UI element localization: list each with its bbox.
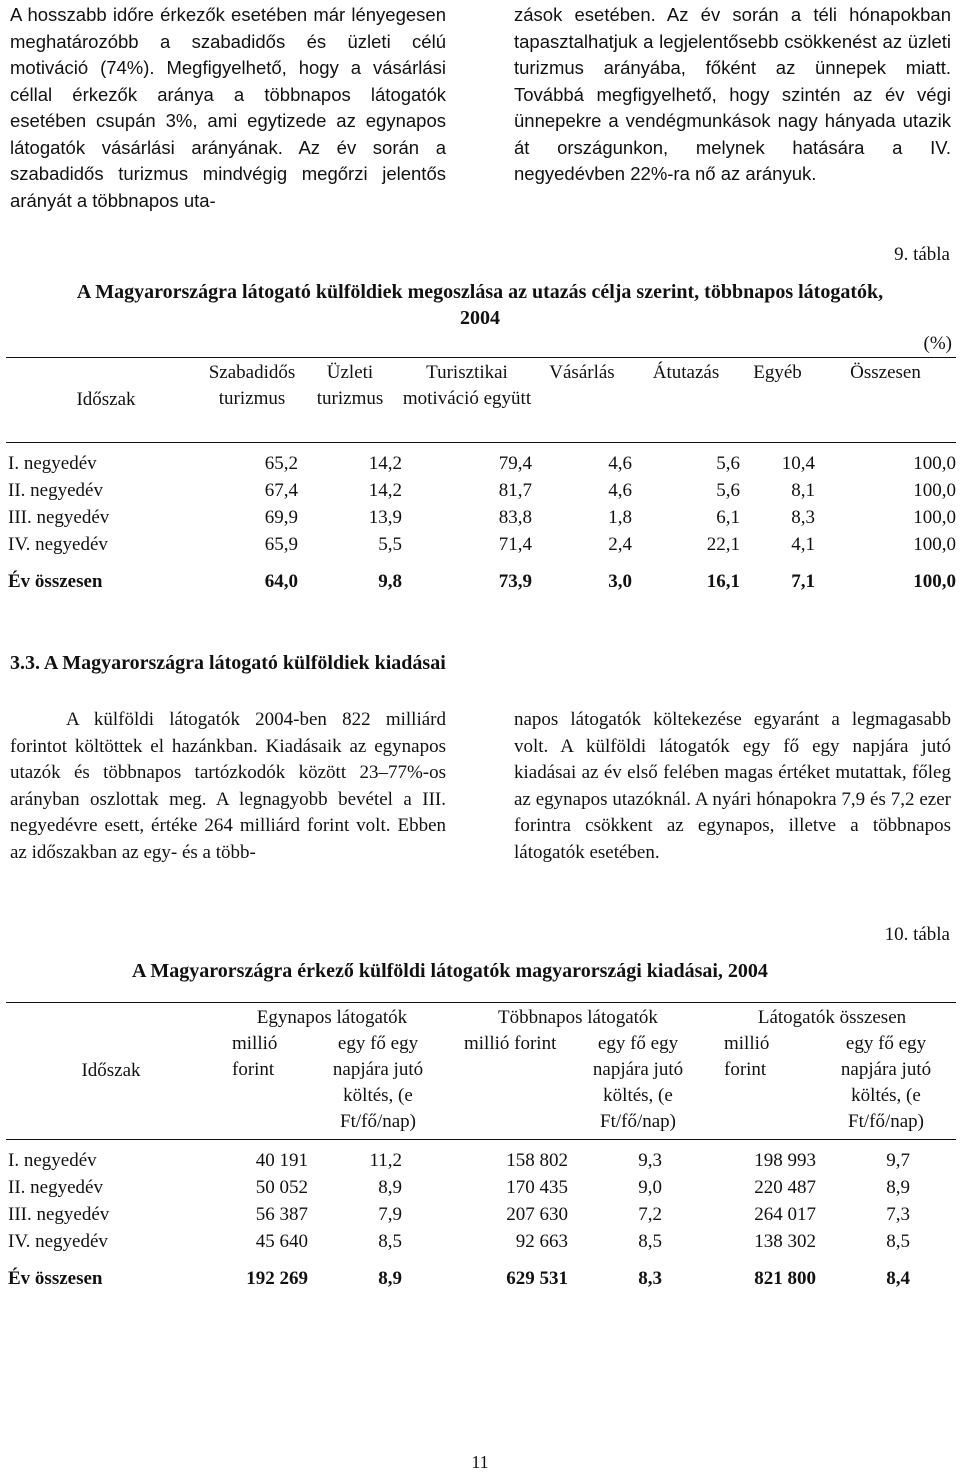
- top-text-left-column: [10, 2, 446, 214]
- table9-header-tourist-motivation: Turisztikai motiváció együtt: [402, 362, 532, 409]
- table9-header-leisure: Szabadidős turizmus: [208, 362, 296, 409]
- table10-period-cell: IV. negyedév: [8, 1231, 108, 1252]
- table9-value-cell: 5,5: [378, 534, 402, 555]
- table10-value-cell: 9,7: [886, 1150, 910, 1171]
- table9-row: [6, 505, 956, 532]
- table9-header-shopping: Vásárlás: [549, 362, 615, 383]
- table9-value-cell: 1,8: [608, 507, 632, 528]
- table9-value-cell: 4,1: [791, 534, 815, 555]
- table9-value-cell: 83,8: [498, 507, 532, 528]
- table9-value-cell: 65,2: [264, 453, 298, 474]
- table9-value-cell: 73,9: [498, 571, 532, 592]
- table10-value-cell: 45 640: [255, 1231, 308, 1252]
- table10-value-cell: 7,9: [378, 1204, 402, 1225]
- table9-value-cell: 10,4: [781, 453, 815, 474]
- table9-row: [6, 451, 956, 478]
- table9-period-cell: Év összesen: [8, 571, 103, 592]
- table9-period-cell: IV. negyedév: [8, 534, 108, 555]
- table10-value-cell: 7,3: [886, 1204, 910, 1225]
- mid-text-left: A külföldi látogatók 2004-ben 822 milliárd forintot költöttek el hazánkban. Kiadásaik az egynapos utazók és többnapos tartózkodók között 23–77%-os arányban oszlottak meg. A legnagyobb bevétel a III. negyedévre esett, értéke 264 milliárd forint volt. Ebben az időszakban az egy- és a több-: [10, 709, 446, 863]
- table9-row: [6, 478, 956, 505]
- table10-value-cell: 7,2: [638, 1204, 662, 1225]
- table9-header-total: Összesen: [850, 362, 921, 383]
- table10-value-cell: 138 302: [754, 1231, 816, 1252]
- table9-period-cell: II. negyedév: [8, 480, 103, 501]
- table9-value-cell: 3,0: [608, 571, 632, 592]
- table9-period-cell: I. negyedév: [8, 453, 97, 474]
- table10-sub-million: millió forint: [724, 1033, 770, 1080]
- table10-group-multiday: Többnapos látogatók: [498, 1007, 658, 1028]
- table9-label: 9. tábla: [894, 244, 950, 265]
- table10-value-cell: 11,2: [369, 1150, 402, 1171]
- table10-sub-million: millió forint: [464, 1033, 557, 1054]
- table10-value-cell: 8,5: [378, 1231, 402, 1252]
- table10-value-cell: 158 802: [506, 1150, 568, 1171]
- table10-value-cell: 220 487: [754, 1177, 816, 1198]
- table10-period-cell: III. negyedév: [8, 1204, 110, 1225]
- table10-value-cell: 207 630: [506, 1204, 568, 1225]
- table9-header-transit: Átutazás: [652, 362, 720, 383]
- table9-value-cell: 14,2: [368, 480, 402, 501]
- table10-value-cell: 8,9: [886, 1177, 910, 1198]
- mid-text-right: napos látogatók költekezése egyaránt a legmagasabb volt. A külföldi látogatók egy fő egy napjára jutó kiadásai az év első felében magas értéket mutattak, főleg az egynapos utazóknál. A nyári hónapokra 7,9 és 7,2 ezer forintra csökkent az egynapos, illetve a többnapos látogatók esetében.: [514, 709, 951, 863]
- table10-value-cell: 821 800: [754, 1268, 816, 1289]
- section-title: 3.3. A Magyarországra látogató külföldiek kiadásai: [10, 652, 446, 674]
- table10-group-oneday: Egynapos látogatók: [256, 1007, 408, 1028]
- table9-value-cell: 100,0: [913, 571, 956, 592]
- table10-row: [6, 1229, 956, 1256]
- table9-value-cell: 5,6: [716, 480, 740, 501]
- table10-value-cell: 40 191: [255, 1150, 308, 1171]
- table9-header-period: Időszak: [76, 389, 136, 410]
- table9-value-cell: 8,1: [791, 480, 815, 501]
- table9-value-cell: 81,7: [498, 480, 532, 501]
- table9-value-cell: 13,9: [368, 507, 402, 528]
- table10-total-row: [6, 1266, 956, 1293]
- table9-value-cell: 71,4: [498, 534, 532, 555]
- mid-text-left-column: [10, 707, 446, 866]
- table10-value-cell: 198 993: [754, 1150, 816, 1171]
- table10-period-cell: II. negyedév: [8, 1177, 103, 1198]
- table9-value-cell: 8,3: [791, 507, 815, 528]
- table9-value-cell: 4,6: [608, 480, 632, 501]
- table10-row: [6, 1202, 956, 1229]
- table9-period-cell: III. negyedév: [8, 507, 110, 528]
- table10-spacer: [6, 1140, 956, 1148]
- table9-value-cell: 100,0: [913, 480, 956, 501]
- table9-value-cell: 5,6: [716, 453, 740, 474]
- table10-period-cell: I. negyedév: [8, 1150, 97, 1171]
- table10-value-cell: 8,5: [638, 1231, 662, 1252]
- table9-header-business: Üzleti turizmus: [316, 362, 384, 409]
- table9-header-other: Egyéb: [753, 362, 802, 383]
- table10-header-period: Időszak: [6, 1003, 216, 1140]
- table9-value-cell: 65,9: [264, 534, 298, 555]
- table9-value-cell: 100,0: [913, 453, 956, 474]
- table9-spacer: [6, 443, 956, 451]
- table9-total-row: [6, 569, 956, 596]
- table10-sub-million: millió forint: [232, 1033, 278, 1080]
- table10-sub-perday: egy fő egy napjára jutó költés, (e Ft/fő/nap): [840, 1033, 932, 1132]
- table10-value-cell: 192 269: [246, 1268, 308, 1289]
- table10: [6, 1002, 956, 1293]
- table9-value-cell: 69,9: [264, 507, 298, 528]
- table10-row: [6, 1175, 956, 1202]
- page-number: 11: [471, 1452, 489, 1472]
- table10-value-cell: 629 531: [506, 1268, 568, 1289]
- table10-row: [6, 1148, 956, 1175]
- table10-sub-perday: egy fő egy napjára jutó költés, (e Ft/fő/nap): [332, 1033, 424, 1132]
- table10-value-cell: 8,9: [378, 1268, 402, 1289]
- table10-sub-perday: egy fő egy napjára jutó költés, (e Ft/fő/nap): [592, 1033, 684, 1132]
- table10-value-cell: 50 052: [255, 1177, 308, 1198]
- table10-value-cell: 9,3: [638, 1150, 662, 1171]
- table9-value-cell: 14,2: [368, 453, 402, 474]
- table10-label: 10. tábla: [884, 924, 950, 945]
- table10-spacer: [6, 1256, 956, 1266]
- table10-value-cell: 8,3: [638, 1268, 662, 1289]
- table10-group-row: [6, 1003, 956, 1032]
- table9-value-cell: 7,1: [791, 571, 815, 592]
- table10-value-cell: 92 663: [515, 1231, 568, 1252]
- table9-value-cell: 64,0: [264, 571, 298, 592]
- top-text-right: zások esetében. Az év során a téli hónapokban tapasztalhatjuk a legjelentősebb csökkenést az üzleti turizmus arányába, főként az ünnepek miatt. Továbbá megfigyelhető, hogy szintén az év végi ünnepekre a vendégmunkások nagy hányada utazik át országunkon, melynek hatására a IV. negyedévben 22%-ra nő az arányuk.: [514, 4, 951, 184]
- table9-value-cell: 9,8: [378, 571, 402, 592]
- table9-value-cell: 4,6: [608, 453, 632, 474]
- table10-value-cell: 56 387: [255, 1204, 308, 1225]
- table9: [6, 357, 956, 596]
- table9-value-cell: 100,0: [913, 534, 956, 555]
- table9-value-cell: 16,1: [706, 571, 740, 592]
- table10-value-cell: 8,9: [378, 1177, 402, 1198]
- table10-period-cell: Év összesen: [8, 1268, 103, 1289]
- table9-spacer: [6, 559, 956, 569]
- table9-title: A Magyarországra látogató külföldiek megoszlása az utazás célja szerint, többnapos látogatók, 2004: [76, 281, 884, 329]
- table10-value-cell: 9,0: [638, 1177, 662, 1198]
- table9-value-cell: 100,0: [913, 507, 956, 528]
- top-text-left: A hosszabb időre érkezők esetében már lényegesen meghatározóbb a szabadidős és üzleti célú motiváció (74%). Megfigyelhető, hogy a vásárlási céllal érkezők aránya a többnapos látogatók esetében csupán 3%, ami egytizede az egynapos látogatók vásárlási arányának. Az év során a szabadidős turizmus mindvégig megőrzi jelentős arányát a többnapos uta-: [10, 4, 446, 211]
- table9-row: [6, 532, 956, 559]
- table9-value-cell: 2,4: [608, 534, 632, 555]
- table9-unit: (%): [923, 333, 952, 354]
- table10-value-cell: 8,5: [886, 1231, 910, 1252]
- table10-group-total: Látogatók összesen: [757, 1007, 907, 1028]
- table9-value-cell: 6,1: [716, 507, 740, 528]
- table9-value-cell: 79,4: [498, 453, 532, 474]
- table10-title: A Magyarországra érkező külföldi látogatók magyarországi kiadásai, 2004: [132, 960, 768, 982]
- table9-header-row: [6, 358, 956, 443]
- table9-value-cell: 67,4: [264, 480, 298, 501]
- table10-value-cell: 170 435: [506, 1177, 568, 1198]
- table10-value-cell: 264 017: [754, 1204, 816, 1225]
- top-text-right-column: [514, 2, 951, 188]
- mid-text-right-column: [514, 707, 951, 866]
- table9-value-cell: 22,1: [706, 534, 740, 555]
- table10-value-cell: 8,4: [886, 1268, 910, 1289]
